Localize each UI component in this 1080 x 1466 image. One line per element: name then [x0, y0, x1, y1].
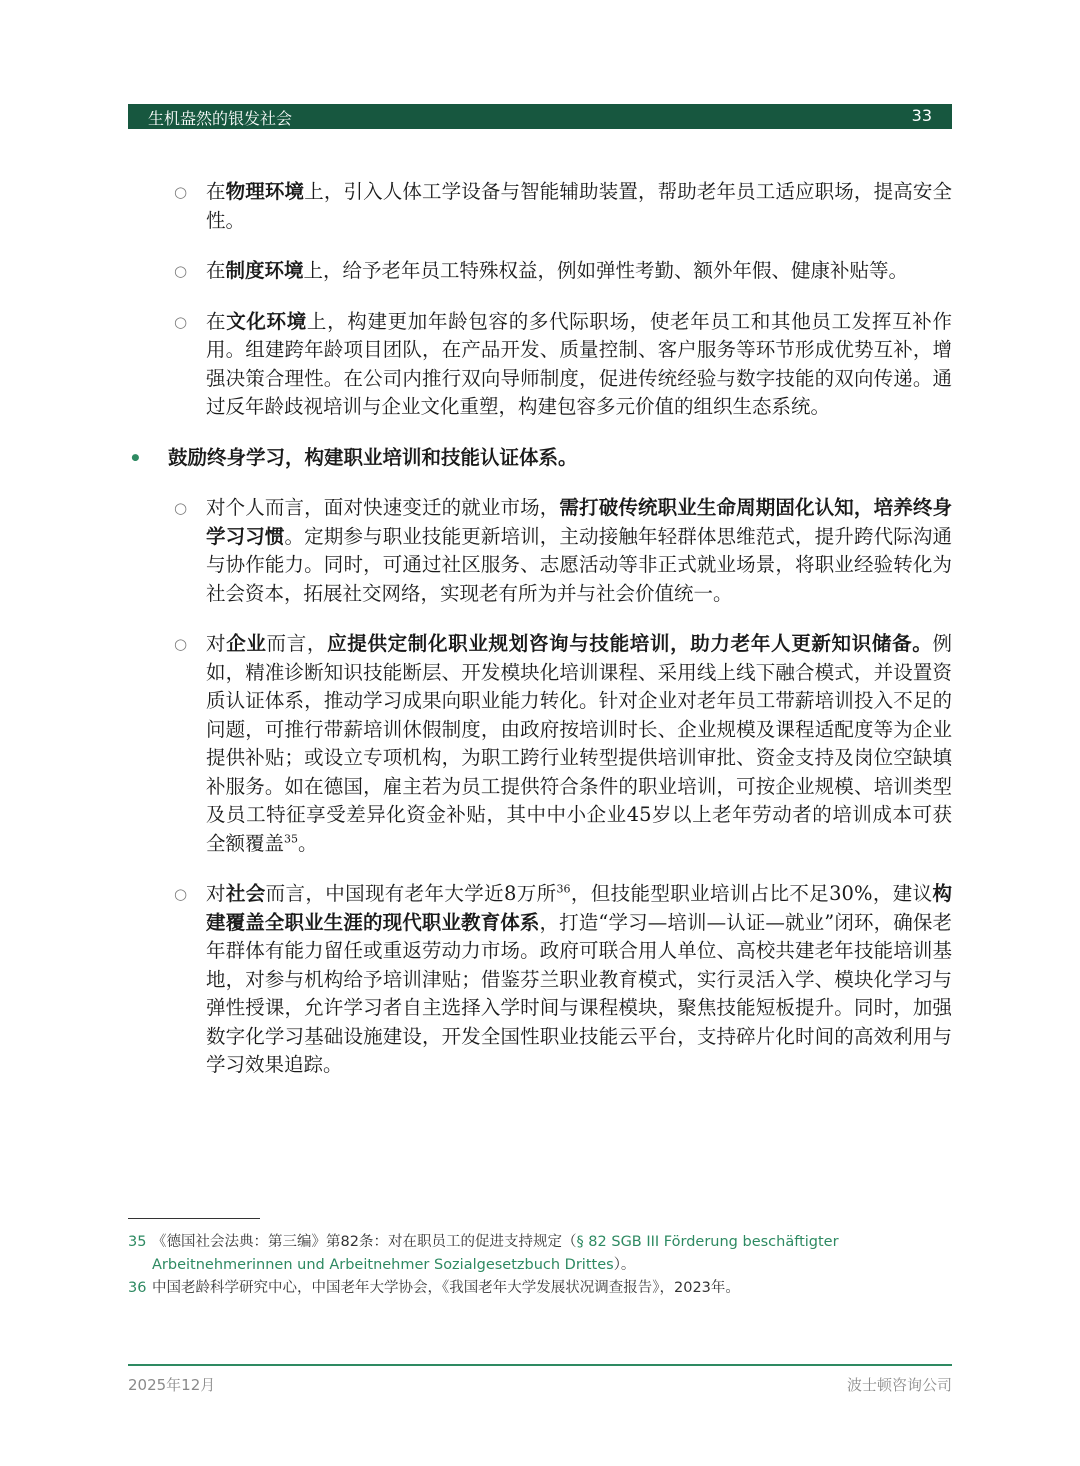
footnote-number: 36 — [128, 1280, 147, 1296]
main-content — [128, 178, 952, 1080]
footnote-35 — [128, 1231, 952, 1277]
text: 例如，精准诊断知识技能断层、开发模块化培训课程、采用线上线下融合模式，并设置资质认证体系，推动学习成果向职业能力转化。针对企业对老年员工带薪培训投入不足的问题，可推行带薪培训休假制度，由政府按培训时长、企业规模及课程适配度等为企业提供补贴；或设立专项机构，为职工跨行业转型提供培训审批、资金支持及岗位空缺填补服务。如在德国，雇主若为员工提供符合条件的职业培训，可按企业规模、培训类型及员工特征享受差异化资金补贴，其中中小企业45岁以上老年劳动者的培训成本可获全额覆盖 — [206, 632, 952, 855]
footnote-text-end: ）。 — [613, 1257, 636, 1273]
main-bullet — [129, 444, 952, 473]
bold-text: 文化环境 — [226, 309, 307, 333]
bold-text: 企业 — [226, 632, 267, 655]
footnote-ref[interactable]: 35 — [284, 832, 299, 845]
footer-divider — [128, 1364, 952, 1366]
text: 上，引入人体工学设备与智能辅助装置，帮助老年员工适应职场，提高安全性。 — [206, 180, 952, 232]
list-item — [174, 880, 952, 1080]
main-bullet-text: 鼓励终身学习，构建职业培训和技能认证体系。 — [168, 445, 578, 469]
hollow-circle-bullet-icon: ○ — [174, 183, 188, 201]
footnote-text: 中国老龄科学研究中心，中国老年大学协会，《我国老年大学发展状况调查报告》，2023年。 — [152, 1280, 740, 1296]
list-item — [174, 178, 952, 235]
header-bar — [128, 104, 952, 129]
bold-text: 构建覆盖全职业生涯的现代职业教育体系 — [206, 882, 952, 934]
bullet-dot-icon: • — [129, 445, 142, 470]
footnote-36 — [128, 1277, 952, 1300]
text: 对个人而言，面对快速变迁的就业市场， — [206, 496, 560, 519]
footer-date: 2025年12月 — [128, 1376, 216, 1394]
text: 而言， — [266, 632, 328, 655]
text: 在 — [206, 259, 226, 282]
list-item — [174, 494, 952, 608]
text: 上，给予老年员工特殊权益，例如弹性考勤、额外年假、健康补贴等。 — [303, 259, 909, 282]
text: 。定期参与职业技能更新培训，主动接触年轻群体思维范式，提升跨代际沟通与协作能力。同时，可通过社区服务、志愿活动等非正式就业场景，将职业经验转化为社会资本，拓展社交网络，实现老有所为并与社会价值统一。 — [206, 524, 952, 605]
hollow-circle-bullet-icon: ○ — [174, 635, 188, 653]
list-item — [174, 257, 952, 286]
footnote-ref[interactable]: 36 — [556, 882, 571, 896]
footnote-number: 35 — [128, 1234, 147, 1250]
list-item — [174, 630, 952, 858]
hollow-circle-bullet-icon: ○ — [174, 262, 188, 280]
list-item — [174, 308, 952, 422]
page-number: 33 — [911, 106, 932, 125]
bold-text: 需打破传统职业生命周期固化认知，培养终身学习习惯 — [206, 496, 952, 548]
text: 对 — [206, 882, 226, 905]
text: ，但技能型职业培训占比不足30%，建议 — [570, 882, 933, 905]
footnote-text: 《德国社会法典：第三编》第82条：对在职员工的促进支持规定（ — [152, 1234, 577, 1250]
bold-text: 物理环境 — [225, 180, 305, 203]
hollow-circle-bullet-icon: ○ — [174, 885, 188, 903]
text: 。 — [298, 831, 318, 855]
text: ，打造“学习—培训—认证—就业”闭环，确保老年群体有能力留任或重返劳动力市场。政府可联合用人单位、高校共建老年技能培训基地，对参与机构给予培训津贴；借鉴芬兰职业教育模式，实行灵活入学、模块化学习与弹性授课，允许学习者自主选择入学时间与课程模块，聚焦技能短板提升。同时，加强数字化学习基础设施建设，开发全国性职业技能云平台，支持碎片化时间的高效利用与学习效果追踪。 — [206, 910, 952, 1076]
footer-company: 波士顿咨询公司 — [846, 1376, 952, 1394]
text: 而言，中国现有老年大学近8万所 — [265, 882, 557, 905]
footnote-source-link[interactable]: § 82 SGB III Förderung beschäftigter Arbeitnehmerinnen und Arbeitnehmer Sozialgesetzbuch Drittes — [152, 1234, 839, 1273]
hollow-circle-bullet-icon: ○ — [174, 499, 188, 517]
text: 在 — [206, 180, 226, 203]
bold-text: 社会 — [225, 882, 266, 905]
header-title: 生机盎然的银发社会 — [148, 109, 293, 128]
bold-text: 制度环境 — [225, 259, 304, 282]
text: 在 — [206, 309, 227, 333]
text: 上，构建更加年龄包容的多代际职场，使老年员工和其他员工发挥互补作用。组建跨年龄项目团队，在产品开发、质量控制、客户服务等环节形成优势互补，增强决策合理性。在公司内推行双向导师制度，促进传统经验与数字技能的双向传递。通过反年龄歧视培训与企业文化重塑，构建包容多元价值的组织生态系统。 — [206, 309, 952, 418]
footnote-divider — [128, 1218, 260, 1219]
hollow-circle-bullet-icon: ○ — [174, 312, 188, 331]
text: 对 — [206, 632, 227, 655]
footnotes — [128, 1231, 952, 1300]
bold-text: 应提供定制化职业规划咨询与技能培训，助力老年人更新知识储备。 — [327, 632, 933, 655]
